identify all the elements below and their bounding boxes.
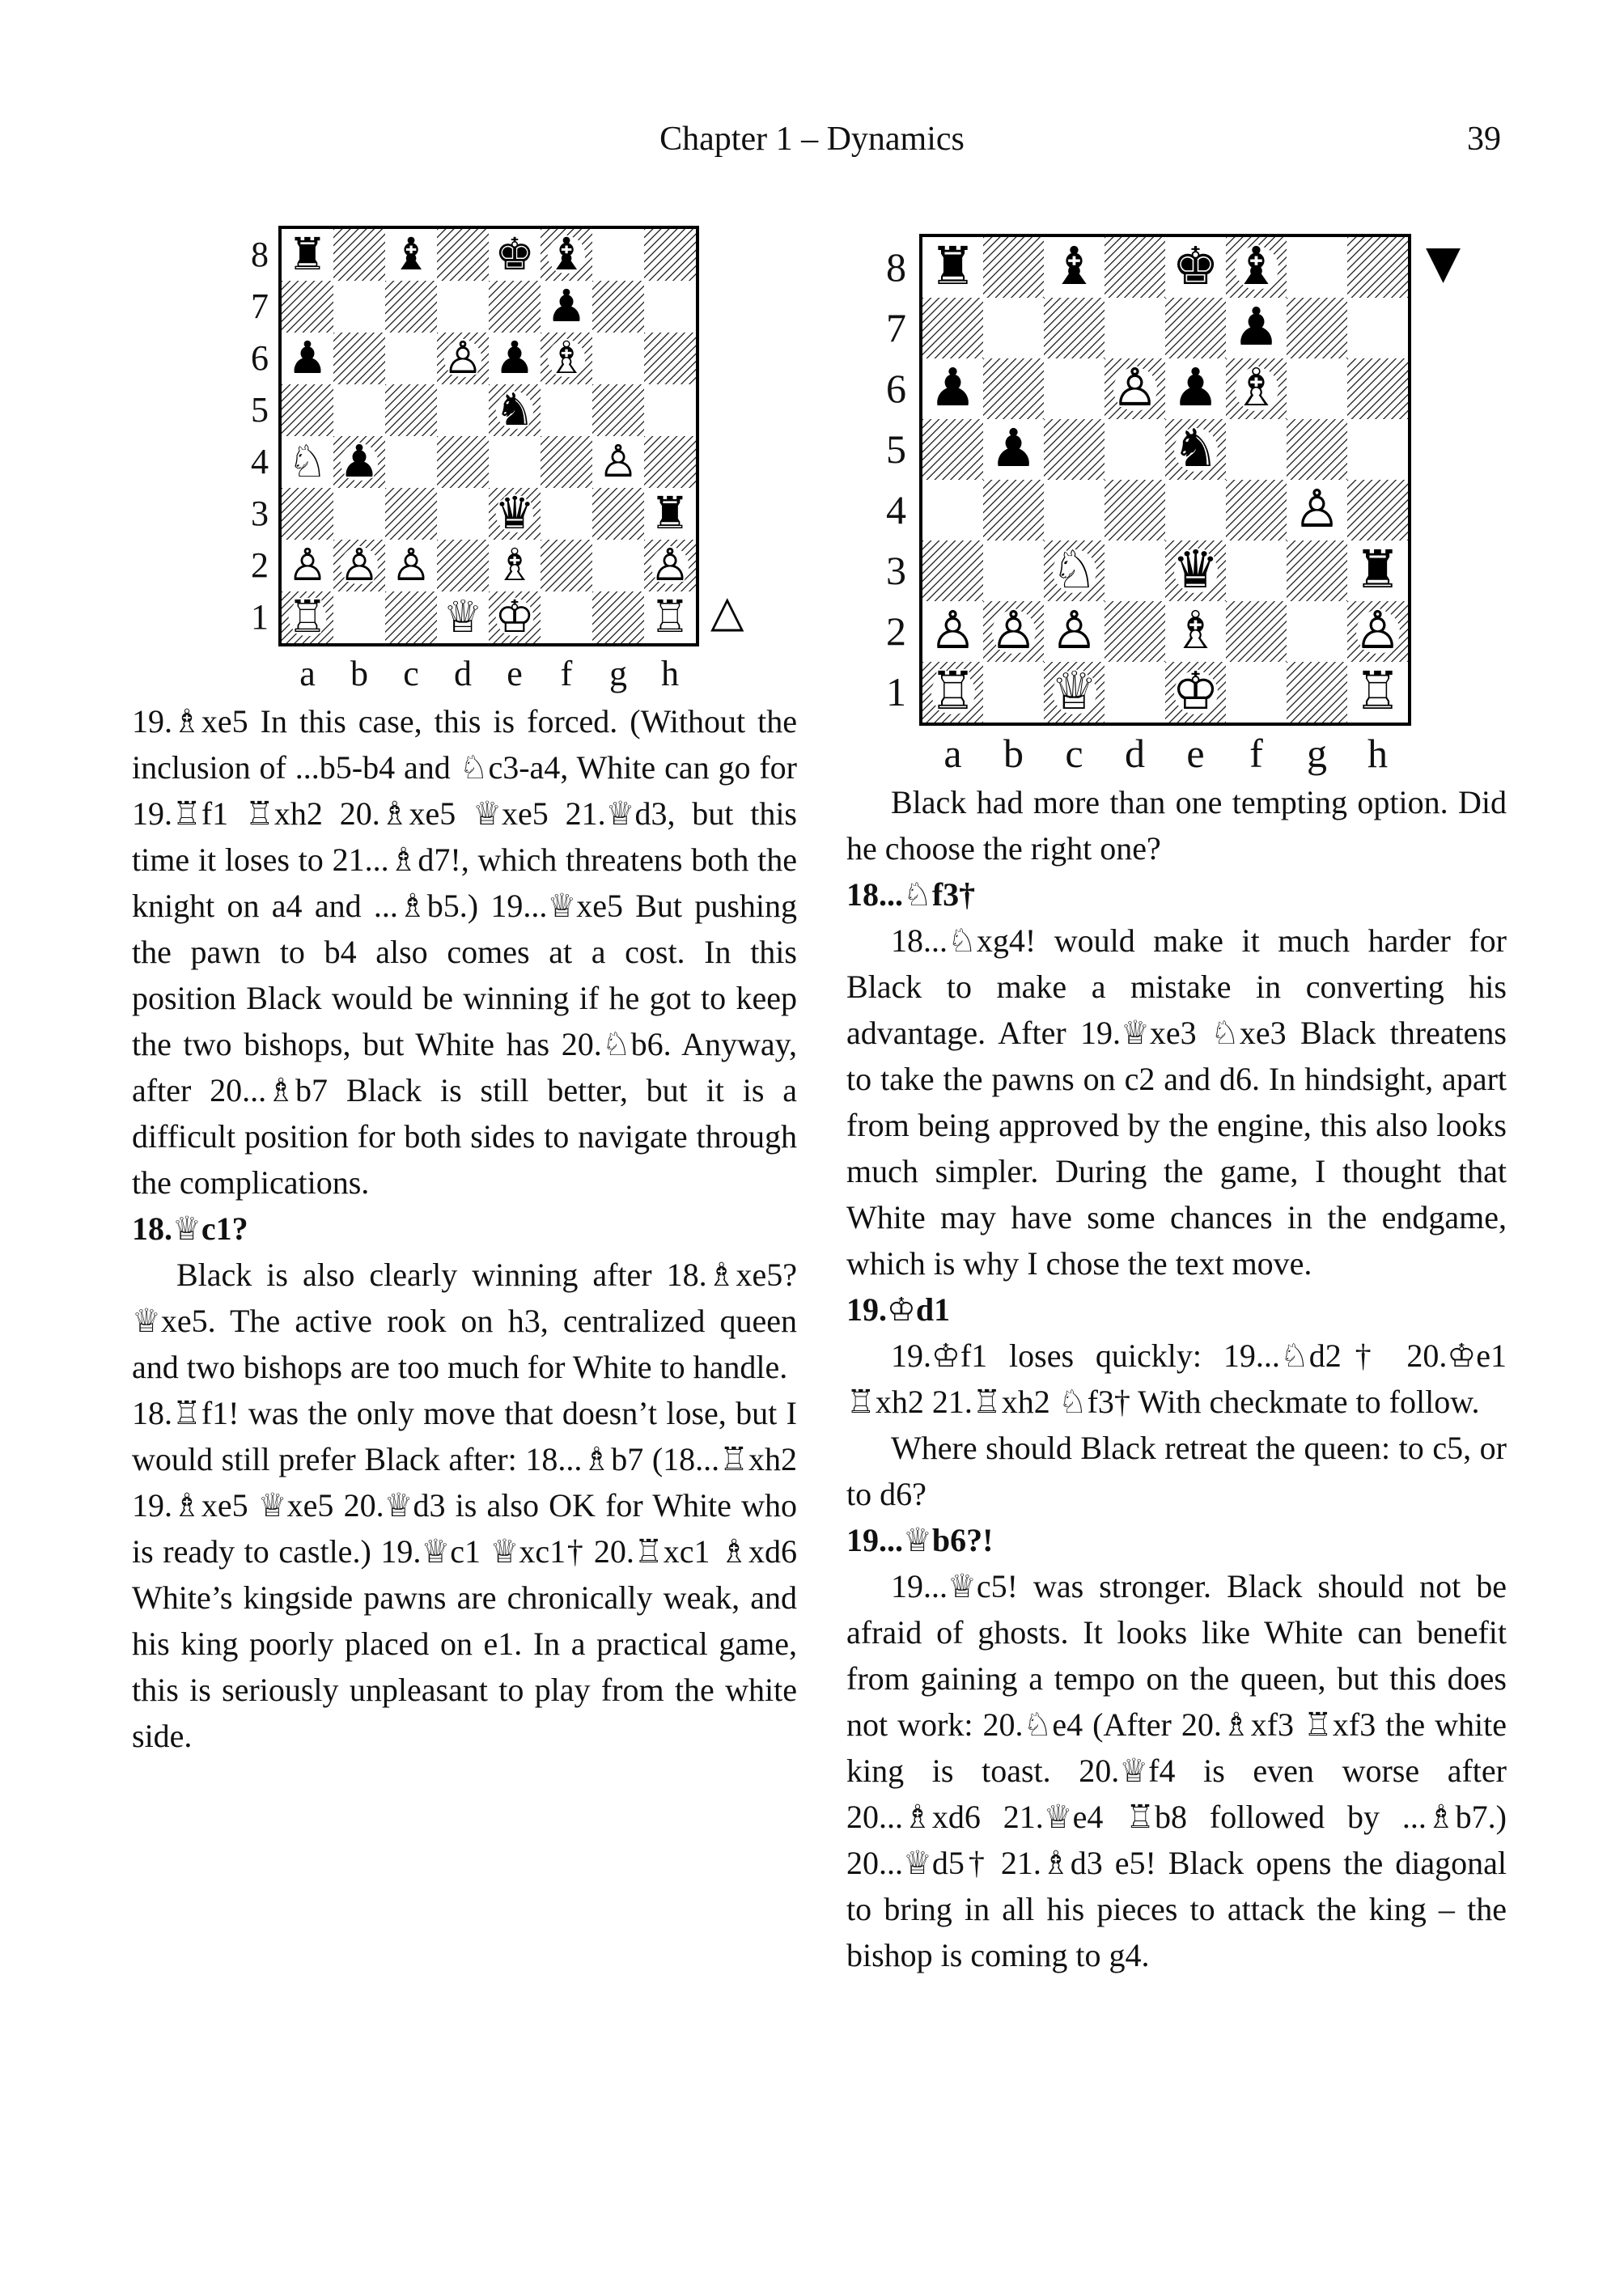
black-rook-icon: ♜ [645,489,694,538]
square-g2 [592,540,644,591]
square-h6 [644,333,696,384]
square-b8 [983,237,1044,298]
annotation-paragraph: 18...♘xg4! would make it much harder for Black to make a mistake in converting his advantage. After 19.♕xe3 ♘xe3 Black threatens to take the pawns on c2 and d6. In hindsight, apart from being approved by the engine, this also looks much simpler. During the game, I thought that White may have some chances in the endgame, which is why I chose the text move. [846,922,1507,1282]
square-d3 [1105,540,1165,601]
file-label-a: a [943,731,962,776]
square-f5 [1226,419,1287,480]
black-pawn-icon: ♟ [541,282,591,331]
square-f2 [1226,601,1287,662]
square-f3 [1226,540,1287,601]
square-d5 [1105,419,1165,480]
file-labels [922,732,1408,774]
square-g2 [1287,601,1347,662]
square-c1 [385,591,437,643]
square-h1 [1347,662,1408,723]
square-e1 [489,591,541,643]
square-a6 [282,333,333,384]
chess-board [278,226,699,646]
square-f2 [541,540,592,591]
annotation-paragraph: Where should Black retreat the queen: to c5, or to d6? [846,1430,1507,1512]
file-label-g: g [609,654,627,693]
black-rook-icon: ♜ [1349,542,1407,600]
square-b2 [333,540,385,591]
square-e2 [1165,601,1226,662]
white-pawn-icon: ♙ [1045,603,1104,661]
rank-label-5: 5 [886,426,906,472]
white-pawn-icon: ♙ [334,540,384,590]
square-e1 [1165,662,1226,723]
rank-label-2: 2 [886,608,906,654]
square-a5 [282,384,333,436]
square-d6 [1105,358,1165,419]
annotation-paragraph: 19...♕c5! was stronger. Black should not be afraid of ghosts. It looks like White can benefit from gaining a tempo on the queen, but this does not work: 20.♘e4 (After 20.♗xf3 ♖xf3 the white king is toast. 20.♕f4 is even worse after 20...♗xd6 21.♕e4 ♖b8 followed by ...♗b7.) 20...♕d5† 21.♗d3 e5! Black opens the diagonal to bring in all his pieces to attack the king – the bishop is coming to g4. [846,1568,1507,1973]
square-f8 [1226,237,1287,298]
black-pawn-icon: ♟ [490,333,539,383]
square-h3 [1347,540,1408,601]
square-h2 [644,540,696,591]
black-bishop-icon: ♝ [1045,239,1104,297]
square-b4 [333,436,385,488]
white-rook-icon: ♖ [645,592,694,642]
square-c4 [385,436,437,488]
rank-label-6: 6 [251,338,269,378]
black-bishop-icon: ♝ [541,230,591,279]
black-bishop-icon: ♝ [1228,239,1286,297]
square-e4 [489,436,541,488]
square-g5 [592,384,644,436]
rank-label-1: 1 [886,669,906,714]
square-d1 [437,591,489,643]
square-e7 [489,281,541,333]
square-h1 [644,591,696,643]
square-c6 [385,333,437,384]
square-c5 [1044,419,1105,480]
square-f1 [541,591,592,643]
square-g1 [592,591,644,643]
square-d8 [1105,237,1165,298]
black-queen-icon: ♛ [490,489,539,538]
page-number: 39 [1467,121,1501,158]
square-b6 [333,333,385,384]
white-bishop-icon: ♗ [1167,603,1225,661]
annotation-paragraph: Black is also clearly winning after 18.♗xe5? ♕xe5. The active rook on h3, centralized queen and two bishops are too much for White to handle. [132,1257,797,1385]
rank-label-7: 7 [886,305,906,350]
square-f4 [541,436,592,488]
square-a3 [282,488,333,540]
square-e6 [489,333,541,384]
black-bishop-icon: ♝ [386,230,435,279]
square-f5 [541,384,592,436]
square-f8 [541,229,592,281]
white-rook-icon: ♖ [1349,663,1407,722]
square-g6 [1287,358,1347,419]
square-b3 [333,488,385,540]
square-d8 [437,229,489,281]
square-f6 [541,333,592,384]
square-c7 [385,281,437,333]
square-g8 [592,229,644,281]
square-h5 [644,384,696,436]
square-e2 [489,540,541,591]
square-e5 [1165,419,1226,480]
white-queen-icon: ♕ [438,592,487,642]
chess-board [919,234,1411,726]
rank-label-5: 5 [251,390,269,430]
square-c8 [385,229,437,281]
square-c8 [1044,237,1105,298]
white-pawn-icon: ♙ [1349,603,1407,661]
square-f7 [1226,298,1287,358]
right-text-column [846,779,1507,1978]
square-e6 [1165,358,1226,419]
square-b7 [983,298,1044,358]
white-pawn-icon: ♙ [1106,360,1164,418]
square-a8 [282,229,333,281]
square-b5 [333,384,385,436]
black-pawn-icon: ♟ [282,333,332,383]
white-bishop-icon: ♗ [490,540,539,590]
file-label-d: d [1125,731,1145,776]
black-king-icon: ♚ [490,230,539,279]
square-e7 [1165,298,1226,358]
file-label-f: f [560,654,573,693]
annotation-paragraph: 19.♔f1 loses quickly: 19...♘d2† 20.♔e1 ♖xh2 21.♖xh2 ♘f3† With checkmate to follow. [846,1337,1507,1420]
rank-label-2: 2 [251,545,269,585]
file-label-c: c [1065,731,1083,776]
square-a8 [922,237,983,298]
left-text-column [132,698,797,1759]
white-pawn-icon: ♙ [645,540,694,590]
rank-labels [228,229,269,643]
white-knight-icon: ♘ [282,437,332,486]
annotation-paragraph: 18.♖f1! was the only move that doesn’t lose, but I would still prefer Black after: 18...♗b7 (18...♖xh2 19.♗xe5 ♕xe5 20.♕d3 is also OK for White who is ready to castle.) 19.♕c1 ♕xc1† 20.♖xc1 ♗xd6 White’s kingside pawns are chronically weak, and his king poorly placed on e1. In a practical game, this is seriously unpleasant to play from the white side. [132,1395,797,1754]
black-queen-icon: ♛ [1167,542,1225,600]
square-b4 [983,480,1044,540]
black-pawn-icon: ♟ [1228,299,1286,358]
rank-label-4: 4 [886,487,906,532]
square-b8 [333,229,385,281]
square-d2 [1105,601,1165,662]
file-label-d: d [454,654,472,693]
square-h8 [1347,237,1408,298]
square-e3 [489,488,541,540]
white-bishop-icon: ♗ [541,333,591,383]
rank-label-7: 7 [251,286,269,326]
rank-label-4: 4 [251,442,269,481]
rank-label-8: 8 [251,235,269,274]
white-pawn-icon: ♙ [985,603,1043,661]
square-e3 [1165,540,1226,601]
square-a7 [282,281,333,333]
square-a1 [282,591,333,643]
rank-label-6: 6 [886,366,906,411]
square-g8 [1287,237,1347,298]
square-h4 [1347,480,1408,540]
square-h3 [644,488,696,540]
square-g4 [592,436,644,488]
rank-labels [861,237,906,723]
white-to-move-icon: △ [710,586,744,637]
black-pawn-icon: ♟ [334,437,384,486]
move-heading: 19...♕b6?! [846,1522,994,1558]
page-header-title: Chapter 1 – Dynamics [659,121,965,158]
square-e4 [1165,480,1226,540]
file-label-b: b [350,654,368,693]
white-pawn-icon: ♙ [438,333,487,383]
rank-label-1: 1 [251,597,269,637]
white-pawn-icon: ♙ [386,540,435,590]
rank-label-3: 3 [251,494,269,533]
file-label-h: h [661,654,679,693]
square-a4 [282,436,333,488]
move-heading: 19.♔d1 [846,1291,951,1328]
square-e8 [489,229,541,281]
square-d2 [437,540,489,591]
white-pawn-icon: ♙ [282,540,332,590]
square-g7 [1287,298,1347,358]
square-a6 [922,358,983,419]
black-pawn-icon: ♟ [924,360,982,418]
square-f6 [1226,358,1287,419]
white-king-icon: ♔ [490,592,539,642]
square-g7 [592,281,644,333]
square-h5 [1347,419,1408,480]
square-b6 [983,358,1044,419]
square-f1 [1226,662,1287,723]
white-pawn-icon: ♙ [1288,481,1346,540]
square-a7 [922,298,983,358]
square-a2 [922,601,983,662]
square-c2 [385,540,437,591]
file-label-f: f [1249,731,1263,776]
square-a4 [922,480,983,540]
black-rook-icon: ♜ [282,230,332,279]
square-d7 [437,281,489,333]
square-d7 [1105,298,1165,358]
black-rook-icon: ♜ [924,239,982,297]
white-pawn-icon: ♙ [924,603,982,661]
white-knight-icon: ♘ [1045,542,1104,600]
square-c1 [1044,662,1105,723]
square-c4 [1044,480,1105,540]
square-h7 [644,281,696,333]
square-c5 [385,384,437,436]
rank-label-8: 8 [886,244,906,290]
rank-label-3: 3 [886,548,906,593]
black-to-move-icon: ▼ [1426,236,1461,289]
square-g1 [1287,662,1347,723]
square-c6 [1044,358,1105,419]
white-rook-icon: ♖ [282,592,332,642]
square-d6 [437,333,489,384]
square-b7 [333,281,385,333]
white-rook-icon: ♖ [924,663,982,722]
square-a5 [922,419,983,480]
square-h2 [1347,601,1408,662]
black-king-icon: ♚ [1167,239,1225,297]
square-a3 [922,540,983,601]
square-h4 [644,436,696,488]
file-label-g: g [1307,731,1327,776]
annotation-paragraph: Black had more than one tempting option. Did he choose the right one? [846,784,1507,867]
white-queen-icon: ♕ [1045,663,1104,722]
square-d5 [437,384,489,436]
square-g5 [1287,419,1347,480]
square-b1 [983,662,1044,723]
square-d4 [1105,480,1165,540]
square-b5 [983,419,1044,480]
square-g6 [592,333,644,384]
square-b3 [983,540,1044,601]
black-knight-icon: ♞ [1167,421,1225,479]
square-c2 [1044,601,1105,662]
square-g3 [1287,540,1347,601]
square-b1 [333,591,385,643]
square-g4 [1287,480,1347,540]
file-label-b: b [1003,731,1024,776]
square-c3 [385,488,437,540]
square-d4 [437,436,489,488]
square-e5 [489,384,541,436]
square-f7 [541,281,592,333]
square-d1 [1105,662,1165,723]
square-h8 [644,229,696,281]
file-label-e: e [507,654,523,693]
black-knight-icon: ♞ [490,385,539,434]
square-b2 [983,601,1044,662]
square-d3 [437,488,489,540]
white-pawn-icon: ♙ [593,437,642,486]
annotation-paragraph: 19.♗xe5 In this case, this is forced. (Without the inclusion of ...b5-b4 and ♘c3-a4, White can go for 19.♖f1 ♖xh2 20.♗xe5 ♕xe5 21.♕d3, but this time it loses to 21...♗d7!, which threatens both the knight on a4 and ...♗b5.) 19...♕xe5 But pushing the pawn to b4 also comes at a cost. In this position Black would be winning if he got to keep the two bishops, but White has 20.♘b6. Anyway, after 20...♗b7 Black is still better, but it is a difficult position for both sides to navigate through the complications. [132,703,797,1201]
square-c7 [1044,298,1105,358]
square-g3 [592,488,644,540]
square-c3 [1044,540,1105,601]
move-heading: 18.♕c1? [132,1210,248,1247]
square-e8 [1165,237,1226,298]
white-king-icon: ♔ [1167,663,1225,722]
square-a1 [922,662,983,723]
black-pawn-icon: ♟ [985,421,1043,479]
white-bishop-icon: ♗ [1228,360,1286,418]
square-f4 [1226,480,1287,540]
square-f3 [541,488,592,540]
move-heading: 18...♘f3† [846,876,976,913]
black-pawn-icon: ♟ [1167,360,1225,418]
square-h6 [1347,358,1408,419]
file-label-e: e [1186,731,1205,776]
file-label-h: h [1367,731,1388,776]
file-label-c: c [403,654,419,693]
square-a2 [282,540,333,591]
file-label-a: a [299,654,316,693]
square-h7 [1347,298,1408,358]
file-labels [282,653,696,695]
